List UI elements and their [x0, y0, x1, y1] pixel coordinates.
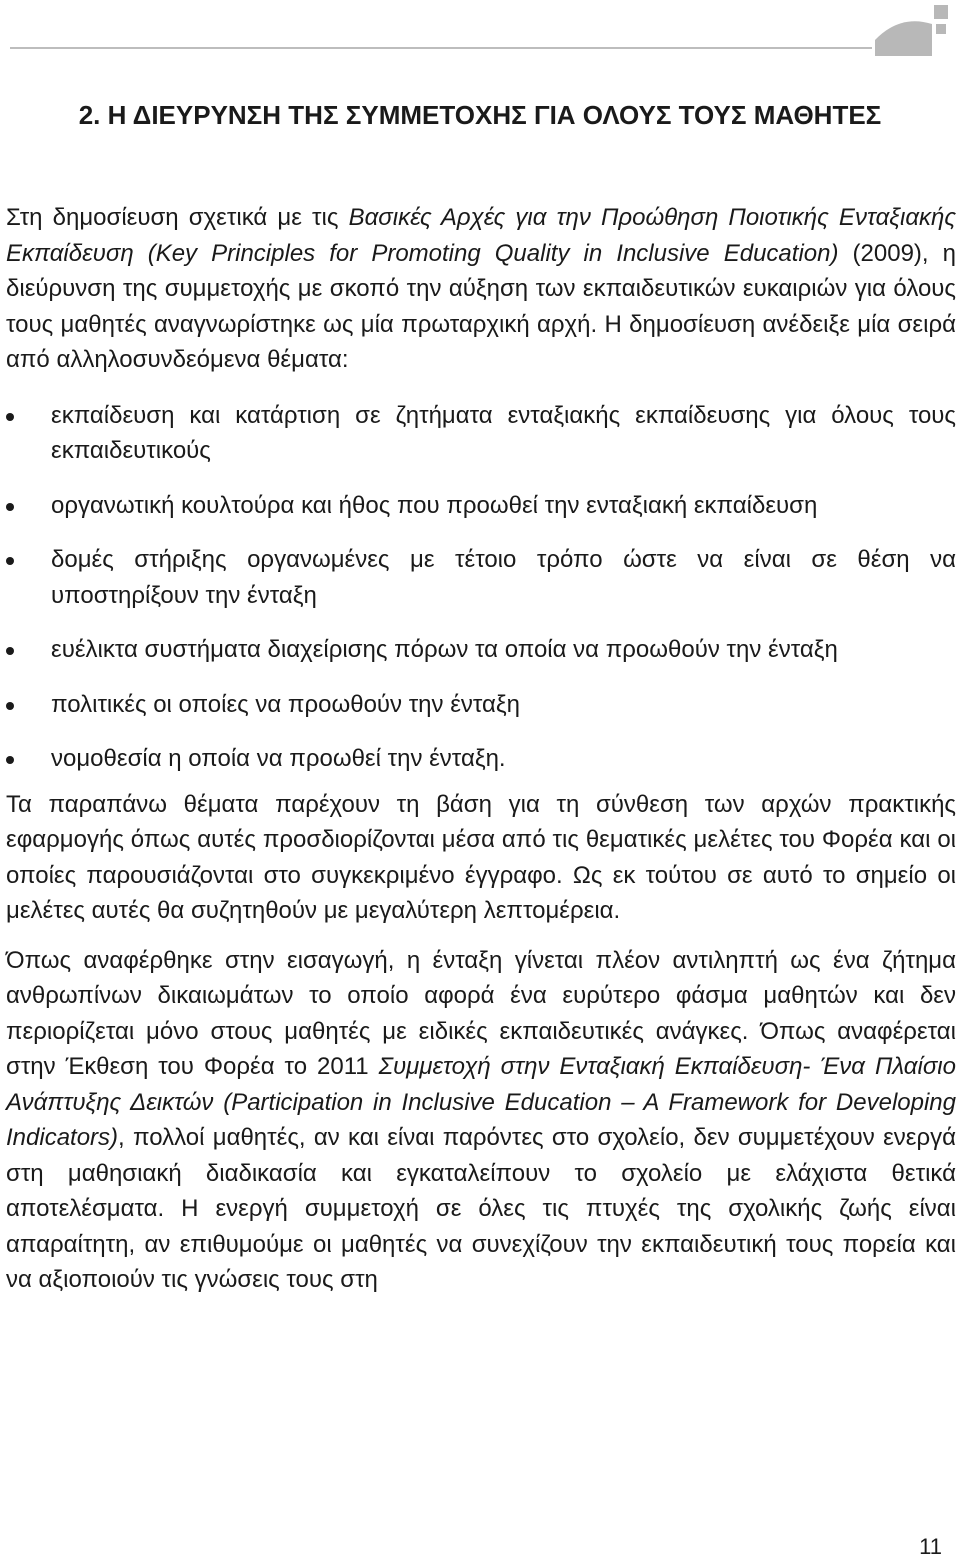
intro-paragraph — [6, 200, 956, 378]
intro-text-1: Στη δημοσίευση σχετικά με τις — [6, 204, 349, 231]
themes-list — [6, 398, 956, 777]
inclusion-paragraph — [6, 943, 956, 1298]
list-item-text: εκπαίδευση και κατάρτιση σε ζητήματα ενταξιακής εκπαίδευσης για όλους τους εκπαιδευτικούς — [51, 401, 956, 464]
inclusion-text-1: Όπως αναφέρθηκε στην εισαγωγή, η ένταξη γίνεται πλέον αντιληπτή ως ένα ζήτημα ανθρωπίνων δικαιωμάτων το οποίο αφορά ένα ευρύτερο φάσμα μαθητών και δεν περιορίζεται μόνο στους μαθητές με ειδικές εκπαιδευτικές ανάγκες. Όπως αναφέρεται στην Έκθεση του Φορέα το 2011 — [6, 946, 956, 1080]
bullet-icon — [6, 557, 14, 565]
list-item — [6, 542, 956, 613]
report-title: Συμμετοχή στην Ενταξιακή Εκπαίδευση- Ένα Πλαίσιο Ανάπτυξης Δεικτών (Participation in Inclusive Education – A Framework for Developing Indicators) — [6, 1053, 956, 1151]
header-rule — [10, 47, 872, 49]
inclusion-text-2: , πολλοί μαθητές, αν και είναι παρόντες στο σχολείο, δεν συμμετέχουν ενεργά στη μαθησιακή διαδικασία και εγκαταλείπουν το σχολείο με ελάχιστα θετικά αποτελέσματα. Η ενεργή συμμετοχή σε όλες τις πτυχές της σχολικής ζωής είναι απαραίτητη, αν επιθυμούμε οι μαθητές να συνεχίζουν την εκπαιδευτική τους πορεία και να αξιοποιούν τις γνώσεις τους στη — [6, 1124, 956, 1293]
principles-paragraph: Τα παραπάνω θέματα παρέχουν τη βάση για τη σύνθεση των αρχών πρακτικής εφαρμογής όπως αυτές προσδιορίζονται μέσα από τις θεματικές μελέτες του Φορέα και οι οποίες παρουσιάζονται στο συγκεκριμένο έγγραφο. Ως εκ τούτου σε αυτό το σημείο οι μελέτες αυτές θα συζητηθούν με μεγαλύτερη λεπτομέρεια. — [6, 790, 956, 924]
list-item — [6, 632, 956, 668]
bullet-icon — [6, 413, 14, 421]
agency-logo-icon — [870, 0, 960, 56]
list-item — [6, 398, 956, 469]
list-item — [6, 741, 956, 777]
list-item-text: νομοθεσία η οποία να προωθεί την ένταξη. — [51, 745, 506, 772]
document-body — [6, 200, 956, 1298]
page-number: 11 — [919, 1534, 942, 1559]
list-item-text: οργανωτική κουλτούρα και ήθος που προωθεί την ενταξιακή εκπαίδευση — [51, 491, 818, 519]
list-item-text: πολιτικές οι οποίες να προωθούν την ένταξη — [51, 690, 521, 718]
bullet-icon — [6, 756, 14, 764]
intro-publication-title: Βασικές Αρχές για την Προώθηση Ποιοτικής Ενταξιακής Εκπαίδευση (Key Principles for Promoting Quality in Inclusive Education) — [6, 204, 957, 267]
bullet-icon — [6, 647, 14, 655]
list-item — [6, 488, 956, 524]
list-item — [6, 687, 956, 723]
page-title: 2. Η ΔΙΕΥΡΥΝΣΗ ΤΗΣ ΣΥΜΜΕΤΟΧΗΣ ΓΙΑ ΟΛΟΥΣ ΤΟΥΣ ΜΑΘΗΤΕΣ — [78, 100, 882, 130]
list-item-text: ευέλικτα συστήματα διαχείρισης πόρων τα οποία να προωθούν την ένταξη — [51, 636, 838, 663]
list-item-text: δομές στήριξης οργανωμένες με τέτοιο τρόπο ώστε να είναι σε θέση να υποστηρίξουν την ένταξη — [51, 546, 956, 609]
intro-text-2: (2009), η διεύρυνση της συμμετοχής με σκοπό την αύξηση των εκπαιδευτικών ευκαιριών για όλους τους μαθητές αναγνωρίστηκε ως μία πρωταρχική αρχή. Η δημοσίευση ανέδειξε μία σειρά από αλληλοσυνδεόμενα θέματα: — [6, 239, 956, 373]
bullet-icon — [6, 702, 14, 710]
bullet-icon — [6, 503, 14, 511]
